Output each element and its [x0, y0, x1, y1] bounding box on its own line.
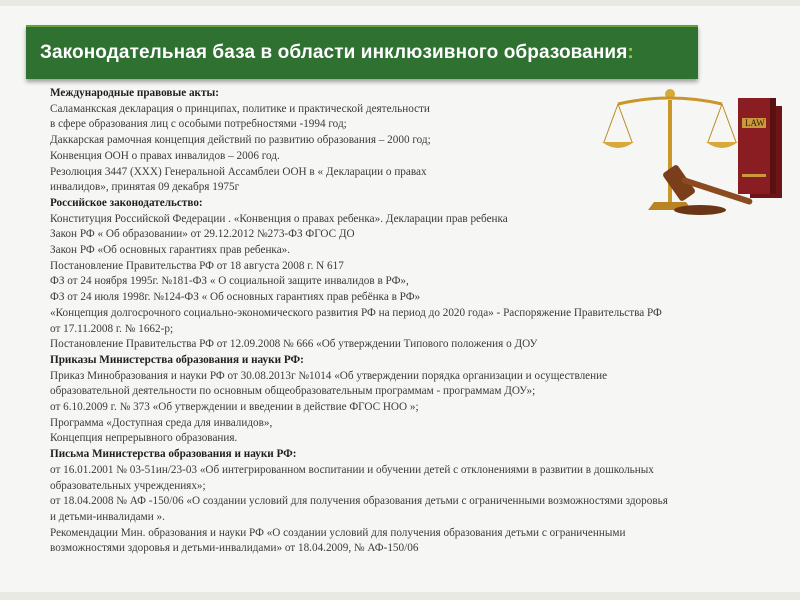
document-line: Закон РФ « Об образовании» от 29.12.2012 №273-ФЗ ФГОС ДО — [50, 228, 355, 241]
document-line: Концепция непрерывного образования. — [50, 432, 238, 445]
document-line: от 16.01.2001 № 03-51ин/23-03 «Об интегрированном воспитании и обучении детей с отклонениями в развитии в дошкольных — [50, 463, 654, 476]
top-rule — [0, 0, 800, 6]
document-line: Конвенция ООН о правах инвалидов – 2006 год. — [50, 149, 280, 162]
document-line: ФЗ от 24 ноября 1995г. №181-ФЗ « О социальной защите инвалидов в РФ», — [50, 275, 409, 288]
section-heading: Международные правовые акты: — [50, 87, 219, 99]
document-line: Постановление Правительства РФ от 12.09.2008 № 666 «Об утверждении Типового положения о ДОУ — [50, 338, 538, 351]
slide-title — [40, 42, 634, 64]
document-line: Приказ Минобразования и науки РФ от 30.08.2013г №1014 «Об утверждении порядка организации и осуществление — [50, 369, 608, 382]
document-line: возможностями здоровья и детьми-инвалидами» от 18.04.2009, № АФ-150/06 — [50, 542, 419, 555]
document-line: инвалидов», принятая 09 декабря 1975г — [50, 181, 240, 194]
slide-title-colon: : — [627, 42, 634, 63]
document-line: Даккарская рамочная концепция действий по развитию образования – 2000 год; — [50, 134, 431, 147]
document-line: ФЗ от 24 июля 1998г. №124-ФЗ « Об основных гарантиях прав ребёнка в РФ» — [50, 291, 421, 304]
bottom-rule — [0, 592, 800, 600]
document-line: Конституция Российской Федерации . «Конвенция о правах ребенка». Декларации прав ребенка — [50, 212, 508, 225]
document-line: Закон РФ «Об основных гарантиях прав ребенка». — [50, 244, 291, 257]
justice-illustration — [600, 78, 792, 218]
document-line: от 17.11.2008 г. № 1662-р; — [50, 322, 174, 335]
section-heading: Письма Министерства образования и науки РФ: — [50, 448, 297, 461]
document-line: образовательной деятельности по основным общеобразовательным программам - программам ДОУ»; — [50, 385, 536, 398]
document-line: Рекомендации Мин. образования и науки РФ «О создании условий для получения образования детьми с ограниченными — [50, 526, 626, 539]
document-line: в сфере образования лиц с особыми потребностями -1994 год; — [50, 118, 347, 131]
section-heading: Российское законодательство: — [50, 196, 203, 209]
slide-title-text: Законодательная база в области инклюзивного образования — [40, 42, 628, 63]
section-heading: Приказы Министерства образования и науки РФ: — [50, 353, 304, 366]
document-line: от 18.04.2008 № АФ -150/06 «О создании условий для получения образования детьми с ограниченными возможностями здоровья — [50, 495, 668, 508]
document-line: от 6.10.2009 г. № 373 «Об утверждении и введении в действие ФГОС НОО »; — [50, 401, 419, 414]
document-line: «Концепция долгосрочного социально-экономического развития РФ на период до 2020 года» - Распоряжение Правительства РФ — [50, 306, 662, 319]
law-books-icon — [738, 98, 782, 198]
document-line: Программа «Доступная среда для инвалидов», — [50, 416, 273, 429]
document-line: Постановление Правительства РФ от 18 августа 2008 г. N 617 — [50, 259, 344, 272]
document-line: Резолюция 3447 (ХХХ) Генеральной Ассамблеи ООН в « Декларации о правах — [50, 165, 427, 178]
document-line: Саламанкская декларация о принципах, политике и практической деятельности — [50, 102, 430, 115]
book-label: LAW — [745, 118, 765, 128]
document-line: образовательных учреждениях»; — [50, 479, 206, 492]
document-line: и детьми-инвалидами ». — [50, 510, 165, 523]
title-bar — [26, 25, 698, 79]
